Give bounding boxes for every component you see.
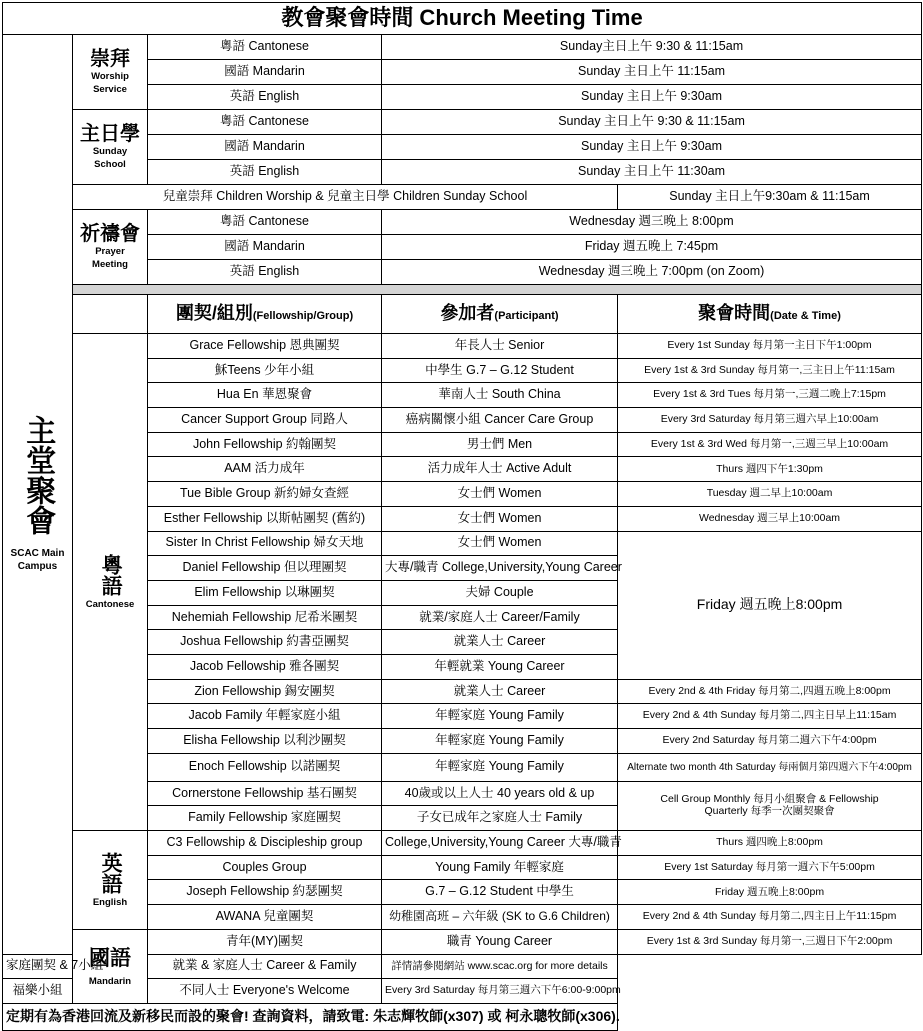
header-spacer (73, 295, 148, 334)
group-name: Family Fellowship 家庭團契 (148, 806, 382, 831)
group-name: 穌Teens 少年小組 (148, 358, 382, 383)
cantonese-category (73, 334, 148, 831)
group-participant: 女士們 Women (382, 506, 618, 531)
group-participant: 大專/職青 College,University,Young Career (382, 556, 618, 581)
group-name: Cornerstone Fellowship 基石團契 (148, 781, 382, 806)
group-participant: Young Family 年輕家庭 (382, 855, 618, 880)
group-time: Every 1st & 3rd Wed 每月第一,三週三早上10:00am (618, 432, 922, 457)
group-name: John Fellowship 約翰團契 (148, 432, 382, 457)
group-name: Nehemiah Fellowship 尼希米團契 (148, 605, 382, 630)
cantonese-en: Cantonese (85, 598, 135, 610)
prayer-time: Wednesday 週三晚上 8:00pm (382, 210, 922, 235)
campus-label-zh: 主堂聚會 (21, 414, 55, 535)
group-participant: 女士們 Women (382, 531, 618, 556)
group-name: Jacob Fellowship 雅各團契 (148, 654, 382, 679)
group-time: Every 1st & 3rd Sunday 每月第一,三主日上午11:15am (618, 358, 922, 383)
footer-note: 定期有為香港回流及新移民而設的聚會! 查詢資料，請致電: 朱志輝牧師(x307) 或 柯永聰牧師(x306). (3, 1003, 618, 1030)
group-participant: 中學生 G.7 – G.12 Student (382, 358, 618, 383)
group-time: Alternate two month 4th Saturday 每兩個月第四週六下午4:00pm (618, 753, 922, 781)
group-participant: 活力成年人士 Active Adult (382, 457, 618, 482)
group-participant: 年輕就業 Young Career (382, 654, 618, 679)
group-participant: 年輕家庭 Young Family (382, 704, 618, 729)
group-participant: 就業人士 Career (382, 630, 618, 655)
group-name: Hua En 華恩聚會 (148, 383, 382, 408)
prayer-category (73, 210, 148, 285)
header-group (148, 295, 382, 334)
group-time: Thurs 週四晚上8:00pm (618, 831, 922, 856)
english-en: English (92, 896, 128, 908)
prayer-time: Friday 週五晚上 7:45pm (382, 235, 922, 260)
group-time: Every 2nd Saturday 每月第二週六下午4:00pm (618, 729, 922, 754)
group-name: 家庭團契 & 7小組 (3, 954, 73, 979)
group-time: Every 1st & 3rd Tues 每月第一,三週二晚上7:15pm (618, 383, 922, 408)
header-participant (382, 295, 618, 334)
sunday-school-lang: 粵語 Cantonese (148, 110, 382, 135)
sunday-school-category (73, 110, 148, 185)
group-time: Every 3rd Saturday 每月第三週六下午6:00-9:00pm (382, 979, 618, 1004)
group-time: Friday 週五晚上8:00pm (618, 880, 922, 905)
group-time: Every 1st Saturday 每月第一週六下午5:00pm (618, 855, 922, 880)
sunday-school-lang: 國語 Mandarin (148, 135, 382, 160)
group-participant: 夫婦 Couple (382, 580, 618, 605)
group-name: Tue Bible Group 新約婦女查經 (148, 482, 382, 507)
friday-shared-time: Friday 週五晚上8:00pm (618, 531, 922, 679)
header-time-zh: 聚會時間 (698, 303, 771, 324)
group-participant: 華南人士 South China (382, 383, 618, 408)
group-time: Tuesday 週二早上10:00am (618, 482, 922, 507)
worship-time: Sunday 主日上午 9:30am (382, 85, 922, 110)
group-participant: 不同人士 Everyone's Welcome (148, 979, 382, 1004)
english-category (73, 831, 148, 930)
sunday-school-time: Sunday 主日上午 11:30am (382, 160, 922, 185)
campus-label-en: SCAC Main Campus (10, 547, 65, 573)
group-time: Every 2nd & 4th Friday 每月第二,四週五晚上8:00pm (618, 679, 922, 704)
group-time: 詳情請參閱網站 www.scac.org for more details (382, 954, 618, 979)
group-name: Joshua Fellowship 約書亞團契 (148, 630, 382, 655)
prayer-lang: 國語 Mandarin (148, 235, 382, 260)
group-time: Every 3rd Saturday 每月第三週六早上10:00am (618, 408, 922, 433)
group-name: Enoch Fellowship 以諾團契 (148, 753, 382, 781)
cell-group-shared-time: Cell Group Monthly 每月小組聚會 & Fellowship Quarterly 每季一次團契聚會 (618, 781, 922, 830)
worship-time: Sunday 主日上午 11:15am (382, 60, 922, 85)
sunday-school-zh: 主日學 (80, 123, 140, 146)
sunday-school-time: Sunday 主日上午 9:30am (382, 135, 922, 160)
header-participant-zh: 參加者 (440, 303, 495, 324)
group-participant: G.7 – G.12 Student 中學生 (382, 880, 618, 905)
meeting-schedule-table (2, 2, 922, 1031)
group-name: Sister In Christ Fellowship 婦女天地 (148, 531, 382, 556)
group-name: Esther Fellowship 以斯帖團契 (舊約) (148, 506, 382, 531)
sunday-school-en: Sunday School (92, 146, 128, 170)
campus-label (3, 35, 73, 955)
group-participant: 就業/家庭人士 Career/Family (382, 605, 618, 630)
prayer-en: Prayer Meeting (92, 246, 128, 270)
group-name: Daniel Fellowship 但以理團契 (148, 556, 382, 581)
header-time-en: (Date & Time) (770, 310, 841, 323)
group-participant: 女士們 Women (382, 482, 618, 507)
group-name: Cancer Support Group 同路人 (148, 408, 382, 433)
sunday-school-lang: 英語 English (148, 160, 382, 185)
group-participant: 40歲或以上人士 40 years old & up (382, 781, 618, 806)
group-participant: 年長人士 Senior (382, 334, 618, 359)
group-participant: 年輕家庭 Young Family (382, 753, 618, 781)
group-name: 福樂小組 (3, 979, 73, 1004)
group-participant: 年輕家庭 Young Family (382, 729, 618, 754)
worship-zh: 崇拜 (90, 48, 130, 71)
mandarin-en: Mandarin (88, 976, 132, 988)
group-participant: 子女已成年之家庭人士 Family (382, 806, 618, 831)
worship-time: Sunday主日上午 9:30 & 11:15am (382, 35, 922, 60)
group-participant: 職青 Young Career (382, 929, 618, 954)
group-name: C3 Fellowship & Discipleship group (148, 831, 382, 856)
mandarin-zh: 國語 (89, 946, 131, 970)
group-name: 青年(MY)團契 (148, 929, 382, 954)
group-time: Wednesday 週三早上10:00am (618, 506, 922, 531)
english-zh: 英語 (99, 851, 123, 894)
cantonese-zh: 粵語 (99, 553, 123, 596)
children-label: 兒童崇拜 Children Worship & 兒童主日學 Children Sunday School (73, 185, 618, 210)
prayer-time: Wednesday 週三晚上 7:00pm (on Zoom) (382, 260, 922, 285)
worship-en: Worship Service (91, 71, 129, 95)
group-name: Elim Fellowship 以琳團契 (148, 580, 382, 605)
sunday-school-time: Sunday 主日上午 9:30 & 11:15am (382, 110, 922, 135)
group-name: Grace Fellowship 恩典團契 (148, 334, 382, 359)
group-name: AAM 活力成年 (148, 457, 382, 482)
group-name: Couples Group (148, 855, 382, 880)
header-group-en: (Fellowship/Group) (252, 310, 354, 323)
group-time: Every 2nd & 4th Sunday 每月第二,四主日上午11:15pm (618, 905, 922, 930)
group-name: Jacob Family 年輕家庭小組 (148, 704, 382, 729)
group-time: Thurs 週四下午1:30pm (618, 457, 922, 482)
group-participant: 就業 & 家庭人士 Career & Family (148, 954, 382, 979)
group-time: Every 2nd & 4th Sunday 每月第二,四主日早上11:15am (618, 704, 922, 729)
group-name: Zion Fellowship 錫安團契 (148, 679, 382, 704)
header-participant-en: (Participant) (494, 310, 559, 323)
prayer-lang: 粵語 Cantonese (148, 210, 382, 235)
header-group-zh: 團契/組別 (175, 303, 253, 324)
worship-lang: 國語 Mandarin (148, 60, 382, 85)
group-participant: 就業人士 Career (382, 679, 618, 704)
page-title: 教會聚會時間 Church Meeting Time (3, 3, 922, 35)
group-time: Every 1st & 3rd Sunday 每月第一,三週日下午2:00pm (618, 929, 922, 954)
section-divider (73, 285, 922, 295)
children-time: Sunday 主日上午9:30am & 11:15am (618, 185, 922, 210)
group-participant: 幼稚園高班 – 六年級 (SK to G.6 Children) (382, 905, 618, 930)
worship-lang: 粵語 Cantonese (148, 35, 382, 60)
group-participant: College,University,Young Career 大專/職青 (382, 831, 618, 856)
worship-category (73, 35, 148, 110)
group-participant: 男士們 Men (382, 432, 618, 457)
group-participant: 癌病關懷小組 Cancer Care Group (382, 408, 618, 433)
group-name: AWANA 兒童團契 (148, 905, 382, 930)
prayer-lang: 英語 English (148, 260, 382, 285)
group-name: Elisha Fellowship 以利沙團契 (148, 729, 382, 754)
group-name: Joseph Fellowship 約瑟團契 (148, 880, 382, 905)
worship-lang: 英語 English (148, 85, 382, 110)
group-time: Every 1st Sunday 每月第一主日下午1:00pm (618, 334, 922, 359)
prayer-zh: 祈禱會 (80, 223, 140, 246)
header-time (618, 295, 922, 334)
